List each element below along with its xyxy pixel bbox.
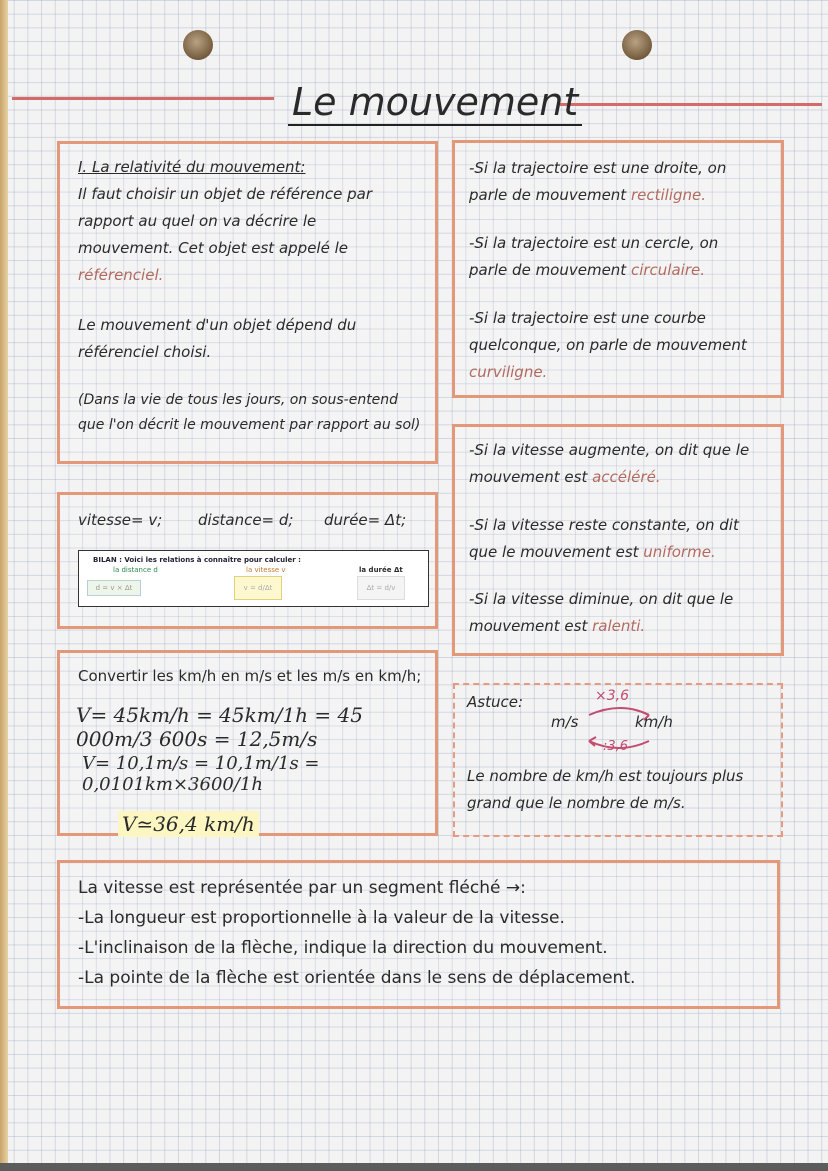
tip-unit-ms: m/s [551, 713, 579, 731]
relativity-line: référenciel choisi. [78, 343, 212, 361]
definitions-box [57, 492, 438, 629]
conversion-example-2: V= 10,1m/s = 10,1m/1s = 0,0101km×3600/1h [82, 753, 320, 795]
relativity-note: (Dans la vie de tous les jours, on sous-entend [78, 392, 399, 408]
bilan-formula-duration: Δt = d/v [357, 576, 405, 600]
term-ralenti: ralenti. [592, 617, 646, 635]
relativity-box [57, 141, 438, 464]
page-title: Le mouvement [288, 80, 582, 126]
speed-line: mouvement est [469, 468, 593, 486]
term-circulaire: circulaire. [630, 261, 705, 279]
vector-box [57, 860, 780, 1009]
speed-line: mouvement est [469, 617, 593, 635]
conversion-result: V≃36,4 km/h [118, 811, 259, 837]
tip-unit-kmh: km/h [635, 713, 673, 731]
conversion-box [57, 650, 438, 836]
relativity-line: mouvement. Cet objet est appelé le [78, 239, 348, 257]
trajectory-line: parle de mouvement [469, 186, 631, 204]
term-rectiligne: rectiligne. [630, 186, 707, 204]
trajectory-line: -Si la trajectoire est une courbe [469, 309, 706, 327]
paper-edge [0, 0, 8, 1171]
tip-divide: :3,6 [603, 739, 629, 754]
title-rule-left [12, 97, 274, 100]
term-referentiel: référenciel. [78, 266, 164, 284]
bilan-table [78, 550, 429, 607]
tip-box [453, 683, 783, 837]
tip-multiply: ×3,6 [595, 688, 629, 704]
bilan-col-distance: la distance d [113, 566, 158, 574]
vector-line: -La pointe de la flèche est orientée dans le sens de déplacement. [78, 968, 636, 988]
relativity-line: Le mouvement d'un objet dépend du [78, 316, 357, 334]
trajectory-line: -Si la trajectoire est un cercle, on [469, 234, 719, 252]
bilan-title: BILAN : Voici les relations à connaître pour calculer : [93, 556, 301, 564]
relativity-line: Il faut choisir un objet de référence par [78, 185, 372, 203]
bilan-formula-distance: d = v × Δt [87, 580, 141, 596]
trajectory-box [452, 140, 784, 398]
vector-line: La vitesse est représentée par un segment fléché →: [78, 878, 526, 898]
trajectory-line: -Si la trajectoire est une droite, on [469, 159, 727, 177]
bilan-col-duration: la durée Δt [359, 566, 403, 574]
tip-text: grand que le nombre de m/s. [467, 794, 686, 812]
trajectory-line: quelconque, on parle de mouvement [469, 336, 747, 354]
def-speed: vitesse= v; [78, 511, 163, 529]
term-accelere: accéléré. [592, 468, 661, 486]
vector-line: -La longueur est proportionnelle à la valeur de la vitesse. [78, 908, 565, 928]
term-uniforme: uniforme. [643, 543, 716, 561]
conversion-heading: Convertir les km/h en m/s et les m/s en km/h; [78, 667, 422, 685]
def-duration: durée= Δt; [324, 511, 407, 529]
trajectory-line: parle de mouvement [469, 261, 631, 279]
def-distance: distance= d; [198, 511, 294, 529]
speed-line: -Si la vitesse reste constante, on dit [469, 516, 739, 534]
bilan-col-speed: la vitesse v [246, 566, 286, 574]
term-curviligne: curviligne. [469, 363, 548, 381]
punch-hole-left [183, 30, 213, 60]
punch-hole-right [622, 30, 652, 60]
speed-line: que le mouvement est [469, 543, 644, 561]
speed-variation-box [452, 424, 784, 656]
vector-line: -L'inclinaison de la flèche, indique la direction du mouvement. [78, 938, 608, 958]
paper-bottom-edge [0, 1163, 828, 1171]
relativity-heading: I. La relativité du mouvement: [78, 158, 306, 176]
title-rule-right [560, 103, 822, 106]
tip-label: Astuce: [467, 693, 523, 711]
speed-line: -Si la vitesse augmente, on dit que le [469, 441, 750, 459]
relativity-note: que l'on décrit le mouvement par rapport au sol) [78, 417, 421, 433]
conversion-example-1: V= 45km/h = 45km/1h = 45 000m/3 600s = 12,5m/s [76, 703, 363, 751]
relativity-line: rapport au quel on va décrire le [78, 212, 317, 230]
speed-line: -Si la vitesse diminue, on dit que le [469, 590, 734, 608]
bilan-formula-speed: v = d/Δt [234, 576, 282, 600]
tip-text: Le nombre de km/h est toujours plus [467, 767, 744, 785]
